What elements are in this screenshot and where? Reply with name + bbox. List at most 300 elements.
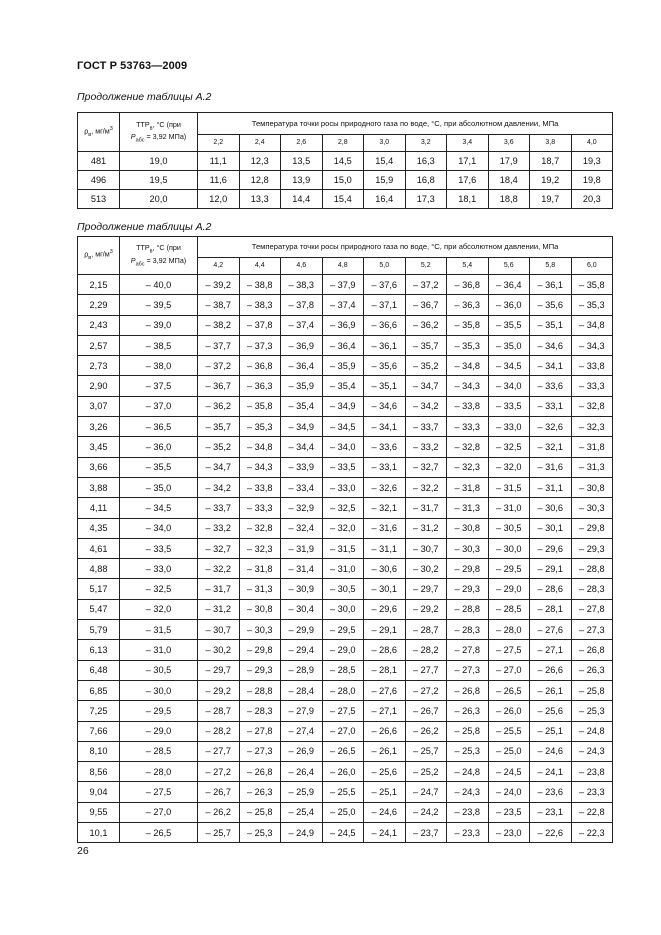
- table-cell: – 33,3: [571, 376, 613, 396]
- table-cell: 3,88: [78, 477, 120, 497]
- table-cell: 496: [78, 171, 120, 190]
- table-cell: – 28,2: [405, 640, 447, 660]
- table-cell: 4,11: [78, 498, 120, 518]
- table-cell: 16,3: [405, 152, 447, 171]
- table-cell: – 36,1: [530, 275, 572, 295]
- table-cell: – 37,4: [281, 315, 323, 335]
- table-cell: – 36,3: [447, 295, 489, 315]
- table-cell: – 35,8: [239, 396, 281, 416]
- table-cell: – 26,1: [530, 680, 572, 700]
- table-cell: – 27,7: [198, 741, 240, 761]
- pressure-header-cell: 2,2: [198, 135, 240, 152]
- table-cell: – 27,1: [530, 640, 572, 660]
- table-row: [78, 437, 613, 457]
- table-cell: – 26,8: [239, 762, 281, 782]
- table-cell: 20,0: [120, 190, 198, 209]
- table-cell: – 30,4: [281, 599, 323, 619]
- table-cell: – 38,0: [120, 356, 198, 376]
- table-row: [78, 823, 613, 843]
- table-cell: – 31,0: [120, 640, 198, 660]
- ttr-column-header: $ТТР_в$, °С (при $Р_{абс} = 3,92$ МПа): [120, 237, 198, 275]
- table-cell: – 27,3: [571, 620, 613, 640]
- table-cell: – 34,8: [571, 315, 613, 335]
- table-cell: – 35,3: [447, 335, 489, 355]
- table-cell: – 31,9: [281, 538, 323, 558]
- table-cell: – 29,3: [239, 660, 281, 680]
- table-cell: – 36,8: [239, 356, 281, 376]
- table-cell: – 33,8: [571, 356, 613, 376]
- table-cell: 3,45: [78, 437, 120, 457]
- pressure-header-cell: 5,4: [447, 258, 489, 275]
- table-cell: – 24,5: [488, 762, 530, 782]
- table-cell: – 25,8: [239, 802, 281, 822]
- table-cell: 15,4: [322, 190, 364, 209]
- table-row: [78, 315, 613, 335]
- table-cell: – 36,7: [198, 376, 240, 396]
- table-row: [78, 579, 613, 599]
- table-cell: 13,5: [281, 152, 323, 171]
- table-cell: 4,35: [78, 518, 120, 538]
- pressure-header-cell: 2,4: [239, 135, 281, 152]
- pressure-header-cell: 6,0: [571, 258, 613, 275]
- pressure-header-cell: 3,4: [447, 135, 489, 152]
- table-cell: – 35,1: [530, 315, 572, 335]
- table-cell: – 34,7: [198, 457, 240, 477]
- table-cell: – 32,7: [405, 457, 447, 477]
- table-cell: – 31,8: [239, 559, 281, 579]
- table-cell: – 22,8: [571, 802, 613, 822]
- table-cell: – 35,7: [198, 417, 240, 437]
- table-cell: – 28,7: [198, 701, 240, 721]
- table-cell: – 25,3: [239, 823, 281, 843]
- table2-body: [78, 275, 613, 843]
- table-cell: – 38,2: [198, 315, 240, 335]
- table-cell: – 36,6: [364, 315, 406, 335]
- table-cell: – 25,7: [198, 823, 240, 843]
- table-row: [78, 396, 613, 416]
- table-cell: – 31,5: [488, 477, 530, 497]
- table-cell: – 32,1: [530, 437, 572, 457]
- table-cell: – 33,1: [530, 396, 572, 416]
- table-cell: – 31,6: [364, 518, 406, 538]
- table-cell: – 35,5: [488, 315, 530, 335]
- table-cell: – 29,0: [120, 721, 198, 741]
- table-cell: – 32,5: [488, 437, 530, 457]
- pressure-header-cell: 5,6: [488, 258, 530, 275]
- table-cell: – 22,6: [530, 823, 572, 843]
- table-cell: – 27,8: [571, 599, 613, 619]
- pressure-header-cell: 4,6: [281, 258, 323, 275]
- table-cell: – 26,5: [488, 680, 530, 700]
- table-cell: – 26,0: [322, 762, 364, 782]
- page-number: 26: [77, 845, 89, 857]
- table-cell: 13,9: [281, 171, 323, 190]
- pressure-header-cell: 4,0: [571, 135, 613, 152]
- table-cell: – 28,8: [447, 599, 489, 619]
- table-cell: 19,3: [571, 152, 613, 171]
- table-cell: – 30,6: [364, 559, 406, 579]
- table-cell: 3,07: [78, 396, 120, 416]
- table-cell: – 25,0: [322, 802, 364, 822]
- table-cell: – 24,8: [447, 762, 489, 782]
- table-cell: – 32,0: [488, 457, 530, 477]
- table-row: [78, 498, 613, 518]
- table-cell: – 26,7: [405, 701, 447, 721]
- table-cell: – 33,7: [405, 417, 447, 437]
- table-cell: – 32,3: [239, 538, 281, 558]
- rho-column-header: $\rho_в$, $мг/м^3$: [78, 113, 120, 152]
- table-cell: – 34,9: [322, 396, 364, 416]
- table-row: [78, 721, 613, 741]
- table-row: [78, 275, 613, 295]
- table-cell: – 33,1: [364, 457, 406, 477]
- table-cell: – 33,5: [322, 457, 364, 477]
- table-cell: 7,66: [78, 721, 120, 741]
- table-cell: – 25,3: [571, 701, 613, 721]
- table-cell: – 31,2: [405, 518, 447, 538]
- table-cell: 481: [78, 152, 120, 171]
- table-cell: 19,5: [120, 171, 198, 190]
- table-cell: – 27,3: [447, 660, 489, 680]
- table-cell: – 39,5: [120, 295, 198, 315]
- table-cell: – 30,2: [198, 640, 240, 660]
- table-cell: 15,9: [364, 171, 406, 190]
- table-cell: – 36,9: [322, 315, 364, 335]
- table-cell: 16,4: [364, 190, 406, 209]
- table-cell: 7,25: [78, 701, 120, 721]
- table-cell: – 40,0: [120, 275, 198, 295]
- table-cell: – 37,4: [322, 295, 364, 315]
- table-cell: 18,1: [447, 190, 489, 209]
- table-cell: – 26,8: [571, 640, 613, 660]
- table-cell: 2,73: [78, 356, 120, 376]
- table-cell: 12,8: [239, 171, 281, 190]
- table-cell: – 24,1: [364, 823, 406, 843]
- table-cell: 5,17: [78, 579, 120, 599]
- table-cell: – 34,5: [120, 498, 198, 518]
- table-cell: 13,3: [239, 190, 281, 209]
- table-cell: – 34,6: [364, 396, 406, 416]
- table-cell: – 36,4: [322, 335, 364, 355]
- table-cell: – 37,2: [198, 356, 240, 376]
- table-cell: – 33,8: [447, 396, 489, 416]
- table-cell: – 29,8: [447, 559, 489, 579]
- table-cell: – 25,8: [571, 680, 613, 700]
- table-cell: – 38,5: [120, 335, 198, 355]
- table-cell: – 24,7: [405, 782, 447, 802]
- table-cell: – 33,5: [488, 396, 530, 416]
- table-row: [78, 701, 613, 721]
- table-cell: – 36,3: [239, 376, 281, 396]
- table-cell: – 35,2: [198, 437, 240, 457]
- table-cell: – 28,8: [239, 680, 281, 700]
- table-cell: 11,6: [198, 171, 240, 190]
- table-cell: – 28,6: [364, 640, 406, 660]
- table-cell: 17,6: [447, 171, 489, 190]
- table-cell: – 24,6: [364, 802, 406, 822]
- dew-point-group-header: Температура точки росы природного газа по воде, °С, при абсолютном давлении, МПа: [198, 237, 613, 258]
- table-cell: – 34,7: [405, 376, 447, 396]
- table-cell: 20,3: [571, 190, 613, 209]
- table-cell: – 28,3: [239, 701, 281, 721]
- table-cell: – 32,3: [571, 417, 613, 437]
- table-cell: – 22,3: [571, 823, 613, 843]
- table-cell: – 24,5: [322, 823, 364, 843]
- table-cell: – 31,0: [488, 498, 530, 518]
- table-cell: – 23,0: [488, 823, 530, 843]
- table-cell: – 29,7: [198, 660, 240, 680]
- pressure-header-cell: 5,8: [530, 258, 572, 275]
- table-row: [78, 152, 613, 171]
- table-cell: – 33,0: [120, 559, 198, 579]
- table-cell: – 29,6: [530, 538, 572, 558]
- table-cell: – 32,9: [281, 498, 323, 518]
- table-cell: – 28,3: [571, 579, 613, 599]
- table-cell: – 38,3: [281, 275, 323, 295]
- table-row: [78, 802, 613, 822]
- table-cell: – 25,6: [364, 762, 406, 782]
- table-cell: 18,8: [488, 190, 530, 209]
- table-cell: – 35,7: [405, 335, 447, 355]
- table-cell: – 35,3: [239, 417, 281, 437]
- table-row: [78, 640, 613, 660]
- table-row: [78, 559, 613, 579]
- table-cell: – 33,3: [447, 417, 489, 437]
- table-cell: – 29,8: [239, 640, 281, 660]
- dew-point-table-1: [77, 112, 613, 209]
- table-cell: – 39,2: [198, 275, 240, 295]
- table-cell: – 29,4: [281, 640, 323, 660]
- table-cell: 18,7: [530, 152, 572, 171]
- table-cell: – 31,7: [198, 579, 240, 599]
- table-cell: – 31,3: [239, 579, 281, 599]
- table-cell: – 26,4: [281, 762, 323, 782]
- table-cell: – 29,5: [488, 559, 530, 579]
- table-row: [78, 457, 613, 477]
- table-cell: – 31,8: [571, 437, 613, 457]
- table-cell: – 24,0: [488, 782, 530, 802]
- pressure-header-cell: 3,2: [405, 135, 447, 152]
- table-cell: – 33,6: [364, 437, 406, 457]
- table-cell: – 29,1: [530, 559, 572, 579]
- table-row: [78, 190, 613, 209]
- table-cell: – 25,5: [322, 782, 364, 802]
- table-cell: – 31,8: [447, 477, 489, 497]
- table-cell: – 35,5: [120, 457, 198, 477]
- table-cell: – 29,3: [447, 579, 489, 599]
- table-cell: – 23,3: [447, 823, 489, 843]
- table-cell: – 34,6: [530, 335, 572, 355]
- table-cell: – 36,8: [447, 275, 489, 295]
- pressure-header-cell: 5,0: [364, 258, 406, 275]
- table-cell: – 29,2: [405, 599, 447, 619]
- table-cell: 11,1: [198, 152, 240, 171]
- table-cell: – 28,7: [405, 620, 447, 640]
- table-cell: 6,85: [78, 680, 120, 700]
- table-cell: – 34,3: [571, 335, 613, 355]
- table-row: [78, 599, 613, 619]
- table-cell: – 26,3: [239, 782, 281, 802]
- table-cell: 14,5: [322, 152, 364, 171]
- table-cell: – 30,6: [530, 498, 572, 518]
- table-cell: – 33,8: [239, 477, 281, 497]
- table-cell: – 30,3: [239, 620, 281, 640]
- table-row: [78, 782, 613, 802]
- table-cell: – 24,6: [530, 741, 572, 761]
- table-cell: – 34,0: [322, 437, 364, 457]
- table-cell: 12,3: [239, 152, 281, 171]
- table-cell: – 27,7: [405, 660, 447, 680]
- table-cell: 19,7: [530, 190, 572, 209]
- table-cell: – 25,3: [447, 741, 489, 761]
- table-cell: – 36,1: [364, 335, 406, 355]
- table-cell: 2,90: [78, 376, 120, 396]
- table-cell: 17,9: [488, 152, 530, 171]
- pressure-header-cell: 2,6: [281, 135, 323, 152]
- table-cell: 17,1: [447, 152, 489, 171]
- table-cell: – 32,8: [447, 437, 489, 457]
- table-cell: – 33,0: [322, 477, 364, 497]
- table-cell: – 32,0: [322, 518, 364, 538]
- table-cell: – 38,7: [198, 295, 240, 315]
- table-cell: – 28,5: [120, 741, 198, 761]
- table-cell: – 28,0: [120, 762, 198, 782]
- table-cell: – 23,5: [488, 802, 530, 822]
- pressure-header-cell: 3,8: [530, 135, 572, 152]
- table2-caption: Продолжение таблицы А.2: [77, 221, 212, 233]
- table-cell: – 34,5: [488, 356, 530, 376]
- table-cell: 2,15: [78, 275, 120, 295]
- table-cell: – 30,1: [530, 518, 572, 538]
- table-cell: – 29,0: [488, 579, 530, 599]
- table-cell: – 35,4: [322, 376, 364, 396]
- table-cell: – 28,0: [322, 680, 364, 700]
- table-cell: – 34,8: [447, 356, 489, 376]
- table-cell: 15,4: [364, 152, 406, 171]
- table-cell: – 30,1: [364, 579, 406, 599]
- table-cell: – 27,0: [120, 802, 198, 822]
- table-cell: – 31,0: [322, 559, 364, 579]
- table-cell: 2,29: [78, 295, 120, 315]
- table-cell: – 26,8: [447, 680, 489, 700]
- table-row: [78, 376, 613, 396]
- table-cell: – 26,5: [120, 823, 198, 843]
- table-cell: – 32,8: [239, 518, 281, 538]
- table-cell: – 32,6: [530, 417, 572, 437]
- table-cell: – 31,3: [571, 457, 613, 477]
- table-cell: – 34,2: [198, 477, 240, 497]
- table-cell: – 31,1: [530, 477, 572, 497]
- table-cell: – 32,3: [447, 457, 489, 477]
- table-cell: – 25,1: [530, 721, 572, 741]
- table-cell: 6,48: [78, 660, 120, 680]
- table-cell: – 30,9: [281, 579, 323, 599]
- table-cell: – 34,8: [239, 437, 281, 457]
- table-cell: – 39,0: [120, 315, 198, 335]
- table-row: [78, 518, 613, 538]
- pressure-header-cell: 4,8: [322, 258, 364, 275]
- table-cell: – 28,4: [281, 680, 323, 700]
- table-cell: – 34,1: [364, 417, 406, 437]
- table-cell: – 35,2: [405, 356, 447, 376]
- table-row: [78, 477, 613, 497]
- table-cell: – 26,1: [364, 741, 406, 761]
- table-cell: – 24,9: [281, 823, 323, 843]
- table-cell: – 36,2: [198, 396, 240, 416]
- table-cell: – 33,4: [281, 477, 323, 497]
- table-cell: – 30,0: [120, 680, 198, 700]
- table-cell: 3,66: [78, 457, 120, 477]
- table-row: [78, 335, 613, 355]
- table-cell: – 28,5: [488, 599, 530, 619]
- table-cell: – 32,7: [198, 538, 240, 558]
- table-cell: – 28,0: [488, 620, 530, 640]
- table-cell: – 32,2: [405, 477, 447, 497]
- table-cell: – 36,4: [281, 356, 323, 376]
- table-cell: – 24,3: [447, 782, 489, 802]
- pressure-header-cell: 3,0: [364, 135, 406, 152]
- table-cell: – 37,0: [120, 396, 198, 416]
- table-cell: 4,88: [78, 559, 120, 579]
- table-cell: 16,8: [405, 171, 447, 190]
- table-cell: – 27,9: [281, 701, 323, 721]
- table-cell: – 36,7: [405, 295, 447, 315]
- table-cell: – 28,1: [530, 599, 572, 619]
- table-cell: – 35,9: [281, 376, 323, 396]
- table-cell: 9,55: [78, 802, 120, 822]
- table-cell: – 28,5: [322, 660, 364, 680]
- table-cell: – 30,3: [571, 498, 613, 518]
- table-cell: – 26,3: [447, 701, 489, 721]
- table-cell: – 23,8: [447, 802, 489, 822]
- table-cell: – 27,5: [488, 640, 530, 660]
- table-cell: – 30,5: [120, 660, 198, 680]
- table-row: [78, 741, 613, 761]
- table-cell: 2,43: [78, 315, 120, 335]
- table-cell: – 27,5: [322, 701, 364, 721]
- table-cell: 19,0: [120, 152, 198, 171]
- table-row: [78, 620, 613, 640]
- table-cell: – 23,7: [405, 823, 447, 843]
- table-cell: – 27,6: [364, 680, 406, 700]
- table-cell: 10,1: [78, 823, 120, 843]
- table-row: [78, 680, 613, 700]
- table-cell: 19,2: [530, 171, 572, 190]
- table-cell: – 35,8: [571, 275, 613, 295]
- table-cell: – 28,2: [198, 721, 240, 741]
- table-cell: – 30,8: [447, 518, 489, 538]
- table-cell: – 29,0: [322, 640, 364, 660]
- table-cell: – 33,5: [120, 538, 198, 558]
- table-cell: – 33,6: [530, 376, 572, 396]
- dew-point-group-header: Температура точки росы природного газа по воде, °С, при абсолютном давлении, МПа: [198, 113, 613, 135]
- table-cell: – 37,7: [198, 335, 240, 355]
- table-cell: 2,57: [78, 335, 120, 355]
- table-cell: – 33,0: [488, 417, 530, 437]
- table-cell: – 28,6: [530, 579, 572, 599]
- table-cell: – 28,8: [571, 559, 613, 579]
- table-cell: – 32,4: [281, 518, 323, 538]
- table-cell: – 30,7: [405, 538, 447, 558]
- table-cell: – 34,2: [405, 396, 447, 416]
- pressure-header-cell: 2,8: [322, 135, 364, 152]
- table-cell: 513: [78, 190, 120, 209]
- table-cell: – 36,9: [281, 335, 323, 355]
- table-cell: – 31,7: [405, 498, 447, 518]
- table-cell: – 38,3: [239, 295, 281, 315]
- table-cell: 5,79: [78, 620, 120, 640]
- table-cell: – 35,0: [488, 335, 530, 355]
